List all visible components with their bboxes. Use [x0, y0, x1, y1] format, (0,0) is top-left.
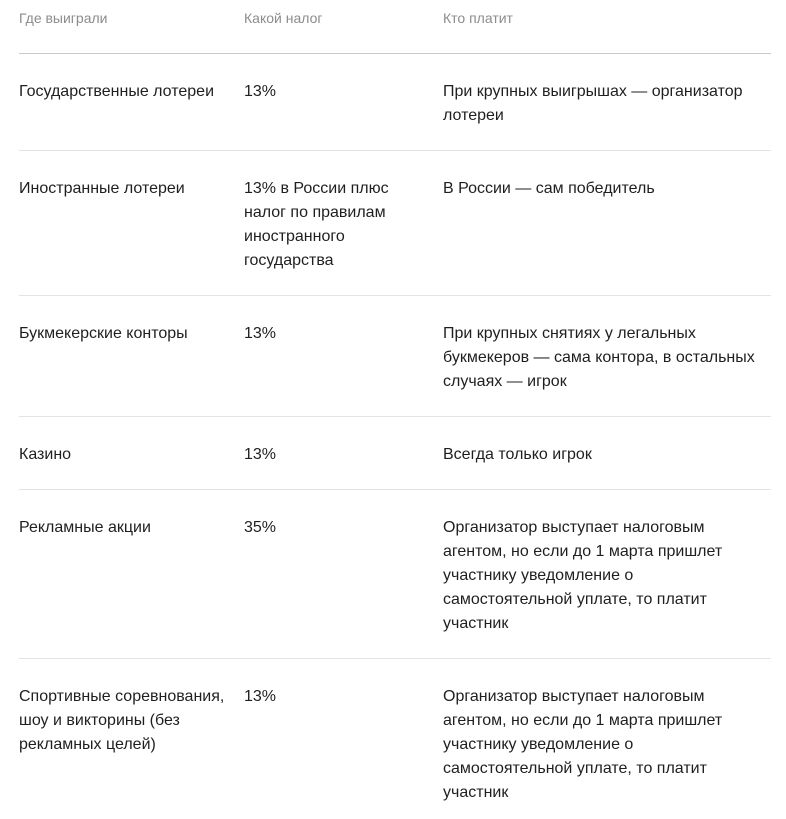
cell-where: Спортивные соревнования, шоу и викторины (без рекламных целей) [19, 688, 225, 753]
cell-payer: Организатор выступает налоговым агентом, но если до 1 марта пришлет участнику уведомление о самостоятельной уплате, то платит участник [443, 688, 723, 801]
cell-payer: При крупных выигрышах — организатор лотереи [443, 83, 743, 124]
header-tax: Какой налог [244, 10, 323, 26]
cell-payer: Всегда только игрок [443, 446, 592, 463]
cell-where: Букмекерские конторы [19, 325, 188, 342]
header-payer: Кто платит [443, 10, 513, 26]
cell-tax: 13% [244, 83, 277, 100]
table-row [19, 490, 771, 659]
cell-tax: 13% [244, 688, 277, 705]
table-row [19, 417, 771, 490]
cell-tax: 13% [244, 446, 277, 463]
cell-where: Рекламные акции [19, 519, 151, 536]
table-header [19, 0, 771, 54]
cell-payer: Организатор выступает налоговым агентом, но если до 1 марта пришлет участнику уведомление о самостоятельной уплате, то платит участник [443, 519, 723, 632]
cell-where: Государственные лотереи [19, 83, 214, 100]
table-row [19, 54, 771, 151]
table-row [19, 296, 771, 417]
cell-where: Иностранные лотереи [19, 180, 185, 197]
cell-where: Казино [19, 446, 72, 463]
header-where: Где выиграли [19, 10, 108, 26]
tax-table [19, 0, 771, 819]
cell-tax: 13% [244, 325, 277, 342]
cell-payer: В России — сам победитель [443, 180, 655, 197]
cell-tax: 35% [244, 519, 277, 536]
table-row [19, 151, 771, 296]
cell-payer: При крупных снятиях у легальных букмекеров — сама контора, в остальных случаях — игрок [443, 325, 755, 390]
table-row [19, 659, 771, 819]
cell-tax: 13% в России плюс налог по правилам иностранного государства [244, 180, 389, 269]
